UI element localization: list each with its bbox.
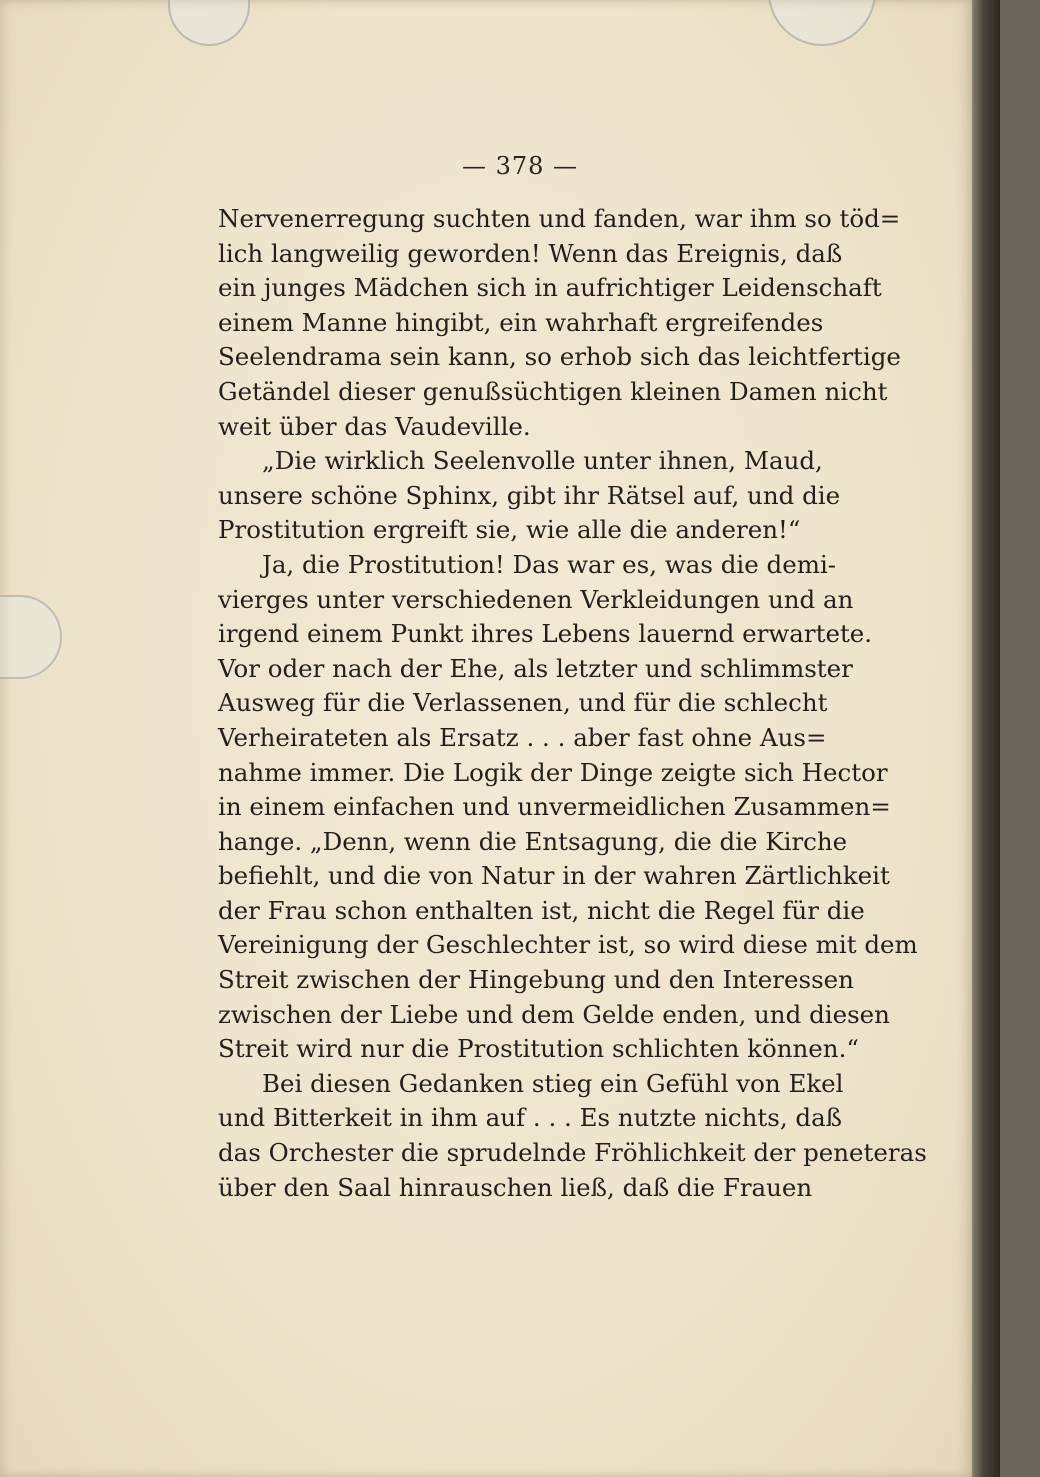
text-line: Streit zwischen der Hingebung und den Interessen (218, 965, 854, 995)
text-line: lich langweilig geworden! Wenn das Ereignis, daß (218, 238, 843, 268)
text-line: ein junges Mädchen sich in aufrichtiger Leidenschaft (218, 273, 882, 303)
text-line: Getändel dieser genußsüchtigen kleinen Damen nicht (218, 376, 888, 406)
text-line: Streit wird nur die Prostitution schlichten können.“ (218, 1034, 859, 1064)
text-line: der Frau schon enthalten ist, nicht die Regel für die (218, 895, 865, 925)
text-line: Prostitution ergreift sie, wie alle die anderen!“ (218, 515, 801, 545)
page-number: — 378 — (461, 152, 579, 180)
page-clip-side (0, 595, 62, 679)
text-line: hange. „Denn, wenn die Entsagung, die die Kirche (218, 826, 848, 856)
text-line: über den Saal hinrauschen ließ, daß die Frauen (218, 1172, 813, 1202)
page-clip-right (768, 0, 876, 46)
text-line: vierges unter verschiedenen Verkleidungen und an (218, 584, 854, 614)
text-line: Nervenerregung suchten und fanden, war ihm so töd= (218, 204, 901, 233)
text-line: Ausweg für die Verlassenen, und für die schlecht (218, 688, 828, 718)
text-line: einem Manne hingibt, ein wahrhaft ergreifendes (218, 307, 824, 337)
text-line: Bei diesen Gedanken stieg ein Gefühl von Ekel (262, 1068, 844, 1098)
body-text (218, 202, 927, 1205)
text-line: „Die wirklich Seelenvolle unter ihnen, Maud, (262, 446, 823, 476)
text-line: Vereinigung der Geschlechter ist, so wird diese mit dem (218, 930, 918, 960)
text-line: Vor oder nach der Ehe, als letzter und schlimmster (218, 653, 853, 683)
text-line: zwischen der Liebe und dem Gelde enden, und diesen (218, 999, 890, 1029)
text-line: in einem einfachen und unvermeidlichen Zusammen= (218, 792, 891, 822)
text-line: Seelendrama sein kann, so erhob sich das leichtfertige (218, 342, 901, 372)
text-line: unsere schöne Sphinx, gibt ihr Rätsel auf, und die (218, 480, 841, 510)
text-line: irgend einem Punkt ihres Lebens lauernd erwartete. (218, 619, 873, 649)
text-line: das Orchester die sprudelnde Fröhlichkeit der peneteras (218, 1138, 927, 1168)
page-clip-left (168, 0, 250, 46)
text-line: befiehlt, und die von Natur in der wahren Zärtlichkeit (218, 861, 890, 891)
text-line: Verheirateten als Ersatz . . . aber fast ohne Aus= (218, 722, 827, 752)
text-line: Ja, die Prostitution! Das war es, was die demi- (262, 549, 837, 579)
text-line: nahme immer. Die Logik der Dinge zeigte sich Hector (218, 757, 888, 787)
book-spine (972, 0, 1000, 1477)
text-line: weit über das Vaudeville. (218, 411, 531, 441)
text-line: und Bitterkeit in ihm auf . . . Es nutzte nichts, daß (218, 1103, 843, 1133)
